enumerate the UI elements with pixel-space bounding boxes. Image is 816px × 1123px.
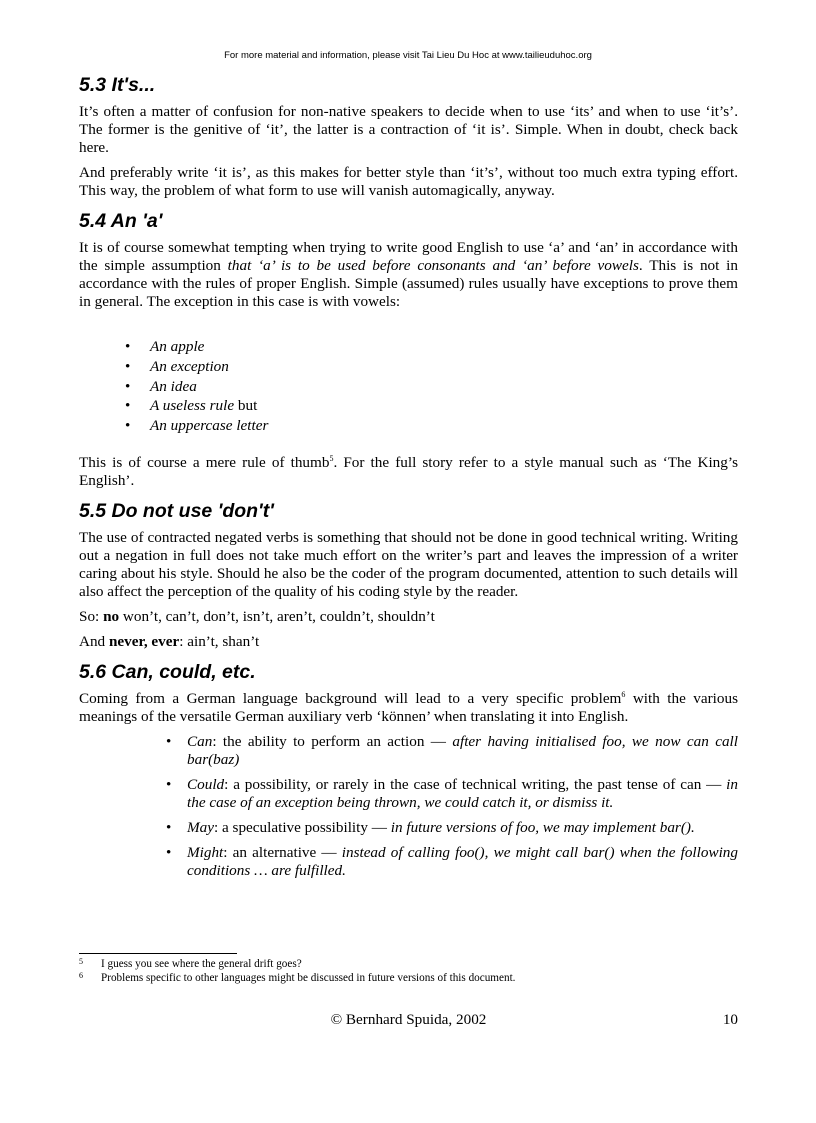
- paragraph: This is of course a mere rule of thumb$^5$. For the full story refer to a style manual such as ‘The King’s English’.: [79, 453, 738, 489]
- paragraph: It is of course somewhat tempting when trying to write good English to use ‘a’ and ‘an’ in accordance with the simple assumption that ‘a’ is to be used before consonants and ‘an’ before vowels. This is not in accordance with the rules of proper English. Simple (assumed) rules usually have exceptions to prove them in general. The exception in this case is with vowels:: [79, 239, 738, 310]
- list-item: • An apple: [125, 338, 205, 355]
- section-heading: 5.3 It's...: [79, 74, 156, 96]
- bullet-icon: •: [125, 357, 131, 375]
- footnote: 6 Problems specific to other languages might be discussed in future versions of this document.: [79, 971, 516, 984]
- list-item: • Could: a possibility, or rarely in the case of technical writing, the past tense of can — in the case of an exception being thrown, we could catch it, or dismiss it.: [166, 775, 738, 811]
- list-item: • May: a speculative possibility — in future versions of foo, we may implement bar().: [166, 818, 695, 836]
- paragraph: And never, ever: ain’t, shan’t: [79, 632, 260, 650]
- paragraph: So: no won’t, can’t, don’t, isn’t, aren’t, couldn’t, shouldn’t: [79, 607, 435, 625]
- article-examples-list: [79, 337, 738, 436]
- footnotes: [79, 957, 738, 985]
- footnote: 5 I guess you see where the general drift goes?: [79, 957, 302, 970]
- section-5-4: [79, 210, 738, 490]
- page-number: 10: [722, 1011, 738, 1028]
- section-heading: 5.6 Can, could, etc.: [79, 660, 256, 683]
- bullet-icon: •: [166, 775, 172, 793]
- modal-verbs-list: [79, 733, 738, 880]
- list-item: • A useless rule but: [125, 397, 258, 415]
- list-item: • Might: an alternative — instead of calling foo(), we might call bar() when the following conditions … are fulfilled.: [166, 843, 738, 879]
- section-5-6: [79, 661, 738, 880]
- page-footer: [79, 1011, 738, 1031]
- bullet-icon: •: [166, 732, 172, 750]
- list-item: • Can: the ability to perform an action — after having initialised foo, we now can call bar(baz): [166, 732, 738, 768]
- bullet-icon: •: [166, 818, 172, 836]
- list-item: • An uppercase letter: [125, 417, 269, 435]
- footnote-ref[interactable]: 5: [329, 453, 334, 463]
- footnote-divider: [79, 953, 237, 954]
- bullet-icon: •: [125, 338, 131, 355]
- section-heading: 5.4 An 'a': [79, 210, 163, 232]
- section-5-5: [79, 500, 738, 651]
- section-heading: 5.5 Do not use 'don't': [79, 499, 274, 522]
- bullet-icon: •: [166, 843, 172, 861]
- paragraph: The use of contracted negated verbs is something that should not be done in good technical writing. Writing out a negation in full does not take much effort on the writer’s part and leaves the impression of a writer caring about his style. Should he also be the coder of the program documented, attention to such details will also affect the perception of the quality of his coding style by the reader.: [79, 528, 738, 600]
- page-header: For more material and information, please visit Tai Lieu Du Hoc at www.tailieuduhoc.org: [224, 50, 592, 61]
- footnote-ref[interactable]: 6: [621, 689, 626, 699]
- bullet-icon: •: [125, 377, 131, 395]
- bullet-icon: •: [125, 397, 131, 415]
- copyright: © Bernhard Spuida, 2002: [330, 1011, 487, 1028]
- paragraph: And preferably write ‘it is’, as this makes for better style than ‘it’s’, without too much extra typing effort. This way, the problem of what form to use will vanish automagically, anyway.: [79, 164, 738, 199]
- section-5-3: [79, 74, 738, 200]
- paragraph: It’s often a matter of confusion for non-native speakers to decide when to use ‘its’ and when to use ‘it’s’. The former is the genitive of ‘it’, the latter is a contraction of ‘it is’. Simple. When in doubt, check back here.: [79, 103, 738, 156]
- list-item: • An exception: [125, 357, 229, 375]
- list-item: • An idea: [125, 377, 197, 395]
- paragraph: Coming from a German language background will lead to a very specific problem$^6$ with the various meanings of the versatile German auxiliary verb ‘können’ when translating it into English.: [79, 689, 738, 725]
- bullet-icon: •: [125, 417, 131, 435]
- main-content: [79, 74, 738, 890]
